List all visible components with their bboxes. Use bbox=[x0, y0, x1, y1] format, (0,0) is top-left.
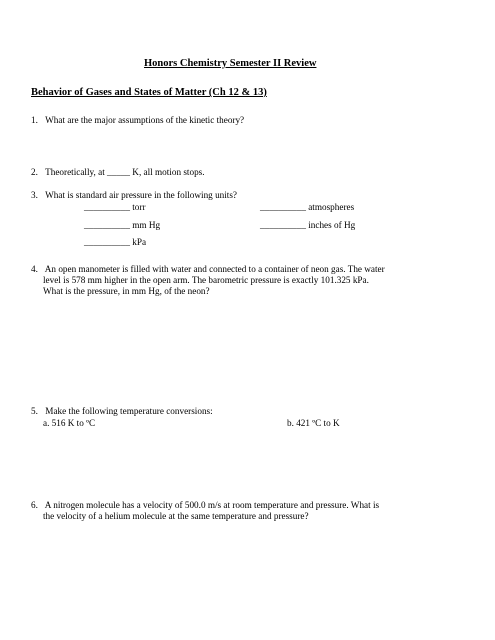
question-6 bbox=[31, 500, 379, 511]
question-6-line-1: A nitrogen molecule has a velocity of 500.0 m/s at room temperature and pressure. What is bbox=[44, 500, 380, 510]
blank-kpa: __________ kPa bbox=[84, 237, 147, 247]
blank-mm-hg: __________ mm Hg bbox=[84, 220, 161, 230]
question-2 bbox=[31, 167, 205, 178]
question-1-text: What are the major assumptions of the kinetic theory? bbox=[45, 115, 245, 125]
question-3 bbox=[31, 190, 237, 201]
question-5b: b. 421 ºC to K bbox=[287, 418, 340, 428]
question-1 bbox=[31, 115, 244, 126]
question-3-text: What is standard air pressure in the following units? bbox=[45, 190, 238, 200]
question-5 bbox=[31, 406, 213, 417]
question-5-number: 5. bbox=[31, 406, 38, 416]
question-4-line-2: level is 578 mm higher in the open arm. The barometric pressure is exactly 101.325 kPa. bbox=[43, 275, 369, 285]
question-4-line-3: What is the pressure, in mm Hg, of the neon? bbox=[43, 286, 210, 296]
question-2-text: Theoretically, at _____ K, all motion stops. bbox=[45, 167, 205, 177]
question-1-number: 1. bbox=[31, 115, 38, 125]
question-2-number: 2. bbox=[31, 167, 38, 177]
question-5-text: Make the following temperature conversions: bbox=[45, 406, 213, 416]
section-heading: Behavior of Gases and States of Matter (Ch 12 & 13) bbox=[31, 87, 267, 98]
question-6-line-2: the velocity of a helium molecule at the same temperature and pressure? bbox=[43, 511, 309, 521]
question-5a: a. 516 K to ºC bbox=[43, 418, 96, 428]
document-title: Honors Chemistry Semester II Review bbox=[144, 58, 317, 69]
question-4 bbox=[31, 264, 385, 275]
question-3-number: 3. bbox=[31, 190, 38, 200]
blank-atmospheres: __________ atmospheres bbox=[260, 202, 355, 212]
question-4-number: 4. bbox=[31, 264, 38, 274]
question-4-line-1: An open manometer is filled with water and connected to a container of neon gas. The water bbox=[44, 264, 385, 274]
blank-inches-hg: __________ inches of Hg bbox=[260, 220, 356, 230]
blank-torr: __________ torr bbox=[84, 202, 146, 212]
question-6-number: 6. bbox=[31, 500, 38, 510]
